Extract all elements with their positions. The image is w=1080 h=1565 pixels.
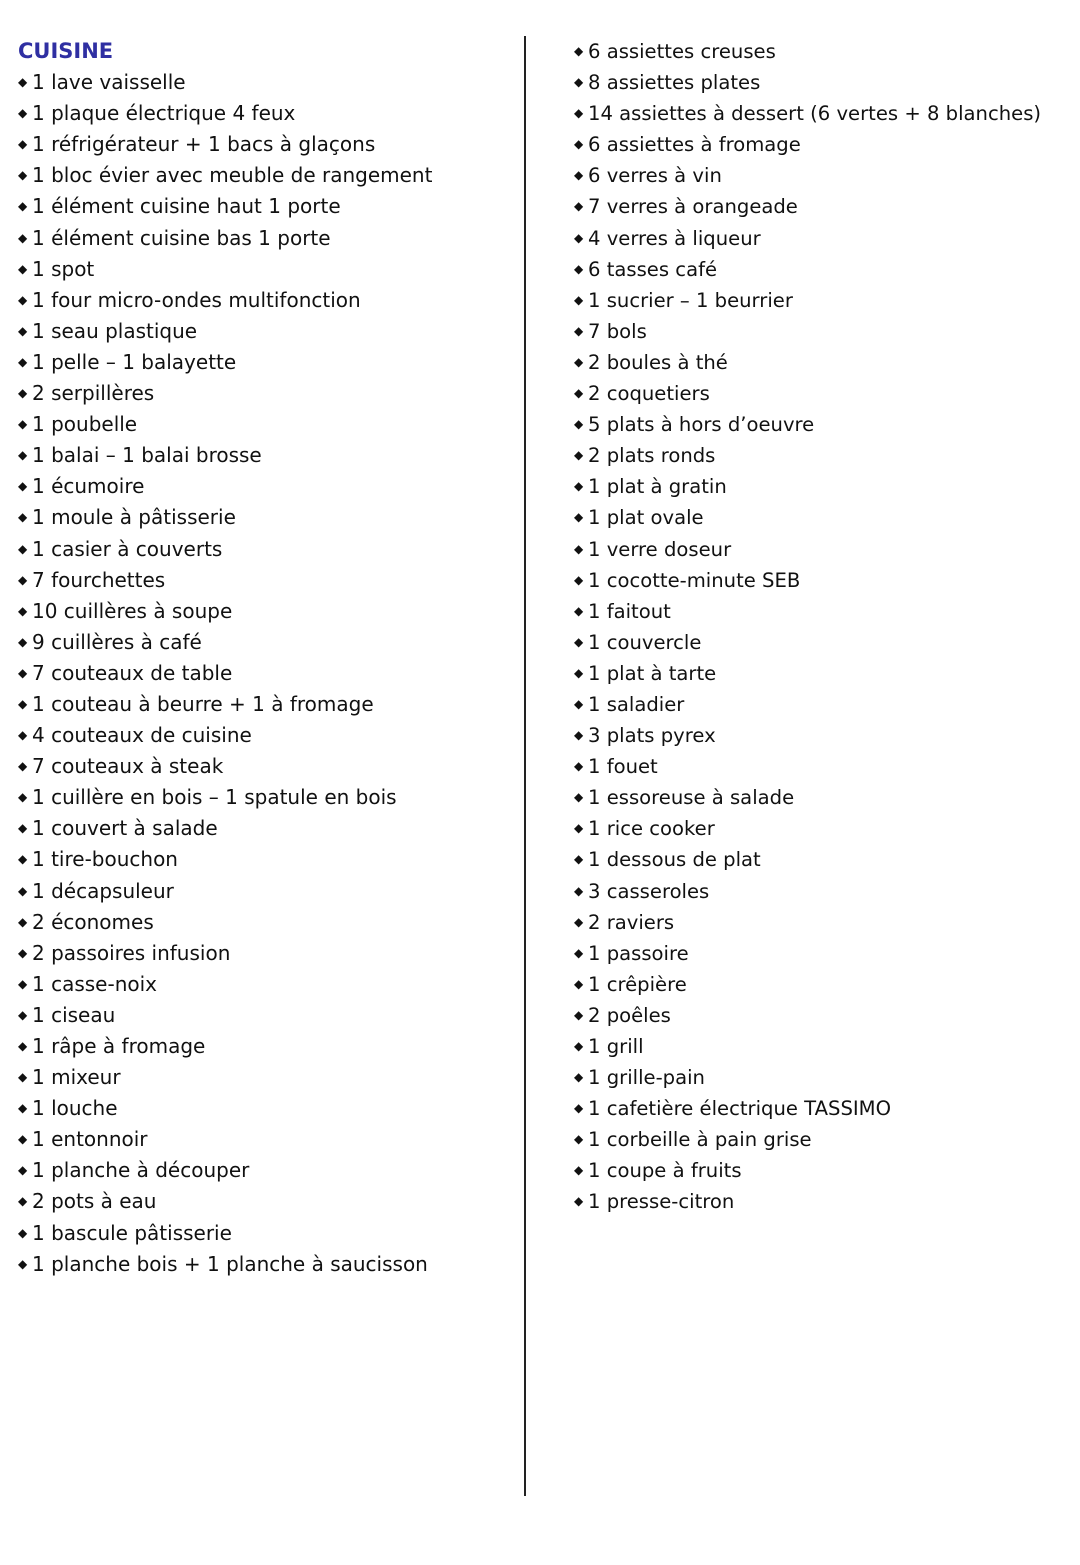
list-item (574, 782, 1074, 813)
item-label: 6 tasses café (588, 257, 718, 281)
item-label: 1 couvert à salade (32, 816, 218, 841)
item-label: 1 grill (588, 1035, 644, 1058)
item-label: 1 spot (32, 256, 95, 281)
list-item (574, 751, 1074, 782)
list-item (574, 1155, 1074, 1186)
item-label: 1 cuillère en bois – 1 spatule en bois (32, 785, 397, 810)
list-item (574, 129, 1074, 160)
bullet-icon: ◆ (574, 417, 584, 432)
bullet-icon: ◆ (574, 945, 584, 960)
item-label: 7 fourchettes (32, 567, 166, 592)
bullet-icon: ◆ (18, 510, 28, 525)
list-item (18, 1218, 518, 1249)
item-label: 1 écumoire (32, 474, 145, 499)
item-label: 1 poubelle (32, 412, 138, 437)
item-label: 1 plaque électrique 4 feux (32, 101, 296, 126)
bullet-icon: ◆ (574, 634, 584, 649)
list-item (18, 1031, 518, 1062)
item-label: 2 économes (32, 909, 154, 934)
item-label: 1 seau plastique (32, 318, 198, 343)
item-label: 2 poêles (588, 1003, 671, 1027)
list-item (18, 1155, 518, 1186)
list-item (18, 223, 518, 254)
item-label: 6 assiettes à fromage (588, 133, 801, 157)
item-label: 1 bloc évier avec meuble de rangement (32, 163, 433, 188)
list-item (18, 440, 518, 471)
list-item (574, 876, 1074, 907)
bullet-icon: ◆ (18, 168, 28, 183)
item-label: 1 couvercle (588, 630, 702, 654)
bullet-icon: ◆ (18, 914, 28, 929)
bullet-icon: ◆ (574, 883, 584, 898)
bullet-icon: ◆ (574, 1163, 584, 1178)
list-item (574, 1093, 1074, 1124)
list-item (18, 627, 518, 658)
item-label: 2 pots à eau (32, 1189, 157, 1214)
item-label: 1 tire-bouchon (32, 847, 178, 872)
item-label: 1 passoire (588, 941, 689, 965)
bullet-icon: ◆ (574, 292, 584, 307)
list-item (18, 565, 518, 596)
bullet-icon: ◆ (574, 230, 584, 245)
list-item (18, 1186, 518, 1217)
bullet-icon: ◆ (574, 44, 584, 58)
bullet-icon: ◆ (574, 479, 584, 494)
list-item (574, 627, 1074, 658)
list-item (574, 440, 1074, 471)
item-label: 1 entonnoir (32, 1127, 148, 1152)
list-item (574, 844, 1074, 875)
item-label: 9 cuillères à café (32, 629, 202, 654)
list-item (18, 907, 518, 938)
item-label: 1 bascule pâtisserie (32, 1220, 232, 1245)
bullet-icon: ◆ (18, 572, 28, 587)
list-item (18, 1249, 518, 1280)
list-item (574, 534, 1074, 565)
item-label: 1 décapsuleur (32, 878, 174, 903)
bullet-icon: ◆ (574, 1132, 584, 1147)
list-item (18, 347, 518, 378)
bullet-icon: ◆ (574, 323, 584, 338)
list-item (574, 254, 1074, 285)
list-item (574, 1186, 1074, 1217)
bullet-icon: ◆ (18, 448, 28, 463)
list-item (574, 596, 1074, 627)
item-label: 1 coupe à fruits (588, 1159, 742, 1183)
bullet-icon: ◆ (18, 1225, 28, 1240)
bullet-icon: ◆ (574, 665, 584, 680)
list-item (18, 129, 518, 160)
bullet-icon: ◆ (18, 1194, 28, 1209)
bullet-icon: ◆ (18, 199, 28, 214)
item-label: 1 plat ovale (588, 506, 704, 530)
item-label: 1 dessous de plat (588, 848, 761, 872)
item-label: 1 louche (32, 1096, 118, 1121)
bullet-icon: ◆ (18, 230, 28, 245)
list-item (574, 1000, 1074, 1031)
bullet-icon: ◆ (574, 696, 584, 711)
list-item (18, 534, 518, 565)
bullet-icon: ◆ (574, 1039, 584, 1053)
bullet-icon: ◆ (18, 1039, 28, 1053)
item-label: 1 moule à pâtisserie (32, 505, 236, 530)
item-label: 1 lave vaisselle (32, 70, 186, 95)
list-item (574, 471, 1074, 502)
list-item (18, 67, 518, 98)
bullet-icon: ◆ (574, 572, 584, 587)
item-label: 1 réfrigérateur + 1 bacs à glaçons (32, 132, 376, 157)
bullet-icon: ◆ (18, 821, 28, 836)
bullet-icon: ◆ (18, 976, 28, 991)
list-item (18, 969, 518, 1000)
list-item (574, 689, 1074, 720)
bullet-icon: ◆ (18, 292, 28, 307)
item-label: 1 casier à couverts (32, 536, 223, 561)
bullet-icon: ◆ (18, 354, 28, 369)
item-label: 6 assiettes creuses (588, 40, 776, 63)
item-label: 1 grille-pain (588, 1066, 705, 1090)
item-label: 1 cafetière électrique TASSIMO (588, 1097, 891, 1121)
list-item (18, 1093, 518, 1124)
list-item (574, 907, 1074, 938)
item-label: 1 four micro-ondes multifonction (32, 287, 361, 312)
bullet-icon: ◆ (18, 1132, 28, 1147)
bullet-icon: ◆ (574, 1194, 584, 1209)
item-label: 1 faitout (588, 599, 671, 623)
list-item (574, 285, 1074, 316)
list-item (574, 347, 1074, 378)
item-label: 1 presse-citron (588, 1190, 735, 1214)
list-item (574, 969, 1074, 1000)
item-label: 1 verre doseur (588, 537, 732, 561)
bullet-icon: ◆ (574, 821, 584, 836)
bullet-icon: ◆ (18, 790, 28, 805)
bullet-icon: ◆ (574, 354, 584, 369)
item-label: 1 rice cooker (588, 817, 715, 841)
bullet-icon: ◆ (18, 945, 28, 960)
list-item (18, 720, 518, 751)
left-column-list (18, 36, 518, 1280)
item-label: 8 assiettes plates (588, 71, 761, 95)
list-item (18, 782, 518, 813)
list-item (574, 98, 1074, 129)
item-label: 1 plat à gratin (588, 475, 727, 499)
item-label: 1 élément cuisine bas 1 porte (32, 225, 331, 250)
bullet-icon: ◆ (18, 1163, 28, 1178)
bullet-icon: ◆ (574, 1007, 584, 1022)
list-item (18, 1000, 518, 1031)
bullet-icon: ◆ (18, 883, 28, 898)
bullet-icon: ◆ (574, 790, 584, 805)
list-item (574, 191, 1074, 222)
item-label: 7 couteaux de table (32, 660, 233, 685)
bullet-icon: ◆ (574, 510, 584, 525)
item-label: 1 plat à tarte (588, 661, 717, 685)
bullet-icon: ◆ (574, 106, 584, 121)
item-label: 2 serpillères (32, 381, 155, 406)
list-item (18, 254, 518, 285)
list-item (574, 1031, 1074, 1062)
list-item (18, 1124, 518, 1155)
item-label: 1 couteau à beurre + 1 à fromage (32, 691, 374, 716)
item-label: 7 couteaux à steak (32, 754, 224, 779)
bullet-icon: ◆ (574, 137, 584, 152)
item-label: 1 cocotte-minute SEB (588, 568, 801, 592)
bullet-icon: ◆ (574, 728, 584, 743)
bullet-icon: ◆ (18, 137, 28, 152)
list-item (574, 316, 1074, 347)
item-label: 14 assiettes à dessert (6 vertes + 8 blanches) (588, 102, 1042, 126)
list-item (574, 1062, 1074, 1093)
bullet-icon: ◆ (18, 759, 28, 774)
bullet-icon: ◆ (574, 386, 584, 401)
list-item (18, 316, 518, 347)
list-item (18, 596, 518, 627)
bullet-icon: ◆ (18, 1256, 28, 1271)
bullet-icon: ◆ (574, 1101, 584, 1116)
bullet-icon: ◆ (574, 448, 584, 463)
list-item (18, 98, 518, 129)
bullet-icon: ◆ (18, 1070, 28, 1085)
list-item (574, 658, 1074, 689)
bullet-icon: ◆ (18, 852, 28, 867)
item-label: 7 verres à orangeade (588, 195, 798, 219)
item-label: 1 sucrier – 1 beurrier (588, 288, 793, 312)
list-item (574, 938, 1074, 969)
item-label: 1 ciseau (32, 1002, 116, 1027)
bullet-icon: ◆ (18, 75, 28, 90)
list-item (18, 658, 518, 689)
bullet-icon: ◆ (18, 106, 28, 121)
list-item (574, 409, 1074, 440)
list-item (18, 502, 518, 533)
list-item (574, 813, 1074, 844)
bullet-icon: ◆ (18, 386, 28, 401)
bullet-icon: ◆ (574, 261, 584, 276)
bullet-icon: ◆ (18, 665, 28, 680)
bullet-icon: ◆ (574, 603, 584, 618)
item-label: 1 fouet (588, 755, 658, 779)
item-label: 1 râpe à fromage (32, 1034, 206, 1058)
list-item (18, 409, 518, 440)
bullet-icon: ◆ (574, 199, 584, 214)
bullet-icon: ◆ (18, 417, 28, 432)
section-title: CUISINE (18, 39, 114, 63)
list-item (574, 223, 1074, 254)
item-label: 1 essoreuse à salade (588, 786, 795, 810)
item-label: 5 plats à hors d’oeuvre (588, 413, 815, 437)
item-label: 1 corbeille à pain grise (588, 1128, 812, 1152)
list-item (574, 502, 1074, 533)
item-label: 2 boules à thé (588, 350, 728, 374)
list-item (18, 378, 518, 409)
right-column-list (574, 36, 1074, 1218)
bullet-icon: ◆ (574, 914, 584, 929)
item-label: 1 crêpière (588, 972, 687, 996)
list-item (574, 1124, 1074, 1155)
item-label: 2 plats ronds (588, 444, 716, 468)
item-label: 1 casse-noix (32, 971, 157, 996)
list-item (18, 1062, 518, 1093)
list-item (574, 378, 1074, 409)
item-label: 6 verres à vin (588, 164, 722, 188)
bullet-icon: ◆ (18, 541, 28, 556)
item-label: 4 verres à liqueur (588, 226, 761, 250)
bullet-icon: ◆ (574, 75, 584, 90)
bullet-icon: ◆ (18, 696, 28, 711)
item-label: 2 coquetiers (588, 382, 710, 406)
list-item (574, 36, 1074, 67)
bullet-icon: ◆ (18, 261, 28, 276)
bullet-icon: ◆ (574, 1070, 584, 1085)
list-item (18, 876, 518, 907)
list-item (18, 689, 518, 720)
item-label: 4 couteaux de cuisine (32, 723, 252, 748)
item-label: 1 pelle – 1 balayette (32, 349, 237, 374)
item-label: 7 bols (588, 319, 647, 343)
item-label: 1 planche à découper (32, 1158, 250, 1183)
item-label: 1 saladier (588, 692, 685, 716)
list-item (574, 565, 1074, 596)
item-label: 1 balai – 1 balai brosse (32, 443, 262, 468)
list-item (574, 720, 1074, 751)
list-item (574, 160, 1074, 191)
item-label: 1 élément cuisine haut 1 porte (32, 194, 341, 219)
list-item (574, 67, 1074, 98)
bullet-icon: ◆ (18, 323, 28, 338)
item-label: 3 casseroles (588, 879, 710, 903)
bullet-icon: ◆ (574, 759, 584, 774)
list-item (18, 191, 518, 222)
item-label: 2 raviers (588, 910, 675, 934)
bullet-icon: ◆ (18, 1007, 28, 1022)
bullet-icon: ◆ (574, 976, 584, 991)
item-label: 1 mixeur (32, 1065, 121, 1090)
bullet-icon: ◆ (18, 603, 28, 618)
item-label: 10 cuillères à soupe (32, 598, 233, 623)
column-divider (524, 36, 526, 1496)
bullet-icon: ◆ (574, 168, 584, 183)
bullet-icon: ◆ (18, 479, 28, 494)
bullet-icon: ◆ (18, 728, 28, 743)
item-label: 3 plats pyrex (588, 724, 716, 748)
item-label: 2 passoires infusion (32, 940, 231, 965)
list-item (18, 938, 518, 969)
bullet-icon: ◆ (574, 541, 584, 556)
list-item (18, 844, 518, 875)
list-item (18, 813, 518, 844)
list-item (18, 751, 518, 782)
bullet-icon: ◆ (18, 634, 28, 649)
bullet-icon: ◆ (574, 852, 584, 867)
bullet-icon: ◆ (18, 1101, 28, 1116)
item-label: 1 planche bois + 1 planche à saucisson (32, 1251, 428, 1276)
list-item (18, 160, 518, 191)
list-item (18, 471, 518, 502)
list-item (18, 285, 518, 316)
